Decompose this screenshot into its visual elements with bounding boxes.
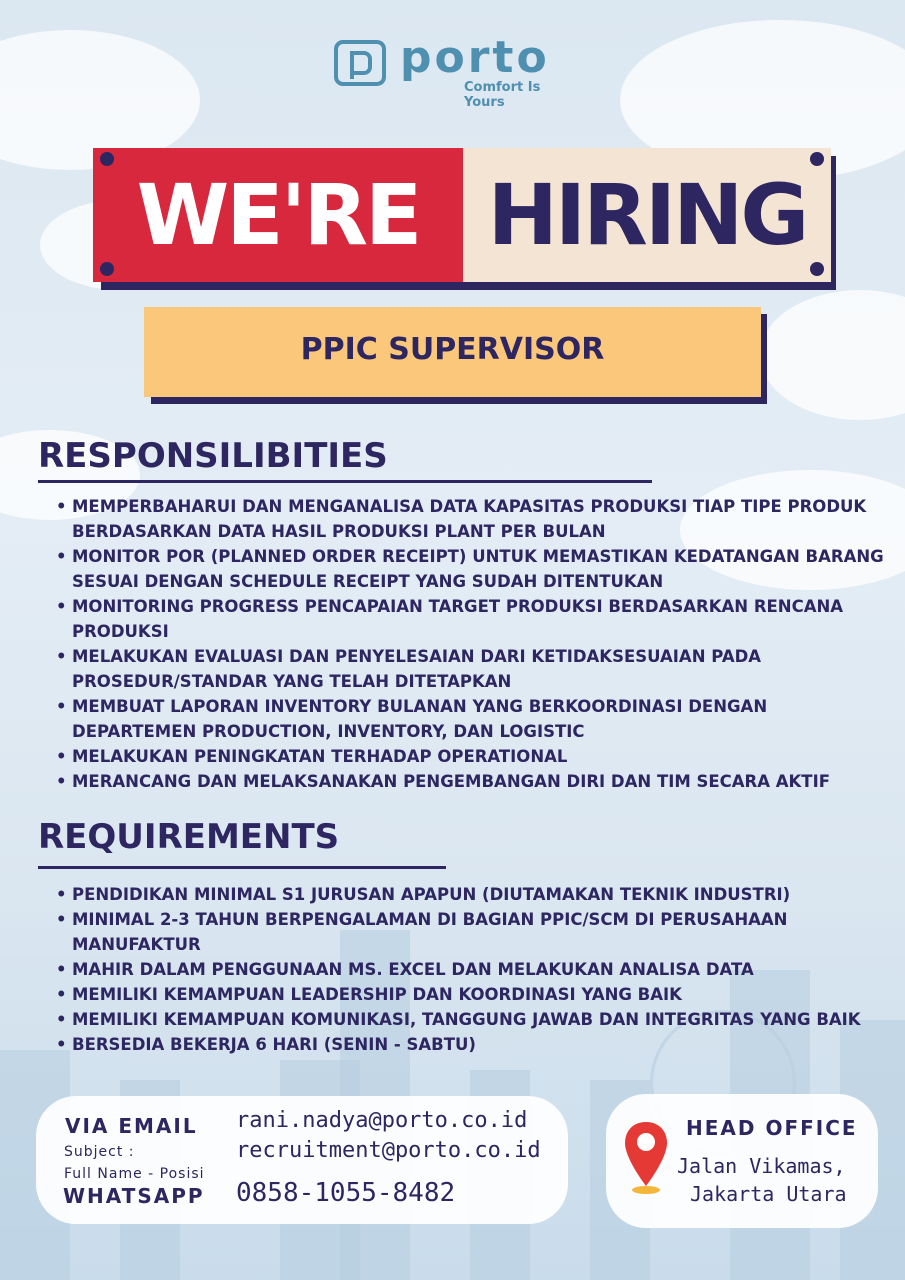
position-title: PPIC SUPERVISOR [144,307,761,397]
list-item: • MELAKUKAN PENINGKATAN TERHADAP OPERATIONAL [50,744,890,769]
logo-wordmark: porto [400,32,550,83]
office-address-line2: Jakarta Utara [690,1182,847,1206]
banner-hiring-text: HIRING [487,166,807,264]
whatsapp-label: WHATSAPP [63,1184,205,1208]
list-item: • MONITORING PROGRESS PENCAPAIAN TARGET PRODUKSI BERDASARKAN RENCANA PRODUKSI [50,594,890,644]
list-item: • BERSEDIA BEKERJA 6 HARI (SENIN - SABTU) [50,1032,890,1057]
list-item: • MINIMAL 2-3 TAHUN BERPENGALAMAN DI BAGIAN PPIC/SCM DI PERUSAHAAN MANUFAKTUR [50,907,890,957]
responsibilities-list [50,494,890,794]
logo-tagline: Comfort Is Yours [464,80,541,110]
banner-rivet-icon [100,152,114,166]
list-item: • MEMBUAT LAPORAN INVENTORY BULANAN YANG BERKOORDINASI DENGAN DEPARTEMEN PRODUCTION, INVENTORY, DAN LOGISTIC [50,694,890,744]
via-email-label: VIA EMAIL [65,1114,198,1138]
requirements-heading: REQUIREMENTS [38,817,340,857]
whatsapp-number[interactable]: 0858-1055-8482 [236,1178,456,1208]
responsibilities-heading: RESPONSILIBITIES [38,436,388,476]
list-item: • MEMILIKI KEMAMPUAN KOMUNIKASI, TANGGUNG JAWAB DAN INTEGRITAS YANG BAIK [50,1007,890,1032]
location-pin-icon [622,1120,670,1196]
logo-p-icon [334,40,386,86]
list-item: • PENDIDIKAN MINIMAL S1 JURUSAN APAPUN (DIUTAMAKAN TEKNIK INDUSTRI) [50,882,890,907]
brand-logo [334,32,584,110]
banner-were-text: WE'RE [136,166,420,264]
subject-label: Subject : [64,1144,135,1160]
office-address-line1: Jalan Vikamas, [677,1154,846,1178]
list-item: • MEMILIKI KEMAMPUAN LEADERSHIP DAN KOORDINASI YANG BAIK [50,982,890,1007]
cloud-decoration [760,290,905,420]
banner-rivet-icon [810,152,824,166]
email-link[interactable]: rani.nadya@porto.co.id [236,1108,528,1133]
requirements-underline [38,866,446,869]
list-item: • MONITOR POR (PLANNED ORDER RECEIPT) UNTUK MEMASTIKAN KEDATANGAN BARANG SESUAI DENGAN SCHEDULE RECEIPT YANG SUDAH DITENTUKAN [50,544,890,594]
list-item: • MERANCANG DAN MELAKSANAKAN PENGEMBANGAN DIRI DAN TIM SECARA AKTIF [50,769,890,794]
subject-value: Full Name - Posisi [64,1166,205,1182]
list-item: • MAHIR DALAM PENGGUNAAN MS. EXCEL DAN MELAKUKAN ANALISA DATA [50,957,890,982]
list-item: • MEMPERBAHARUI DAN MENGANALISA DATA KAPASITAS PRODUKSI TIAP TIPE PRODUK BERDASARKAN DATA HASIL PRODUKSI PLANT PER BULAN [50,494,890,544]
banner-rivet-icon [810,262,824,276]
email-link[interactable]: recruitment@porto.co.id [236,1138,541,1163]
banner-rivet-icon [100,262,114,276]
requirements-list [50,882,890,1057]
list-item: • MELAKUKAN EVALUASI DAN PENYELESAIAN DARI KETIDAKSESUAIAN PADA PROSEDUR/STANDAR YANG TELAH DITETAPKAN [50,644,890,694]
head-office-label: HEAD OFFICE [686,1116,858,1140]
responsibilities-underline [38,480,652,483]
